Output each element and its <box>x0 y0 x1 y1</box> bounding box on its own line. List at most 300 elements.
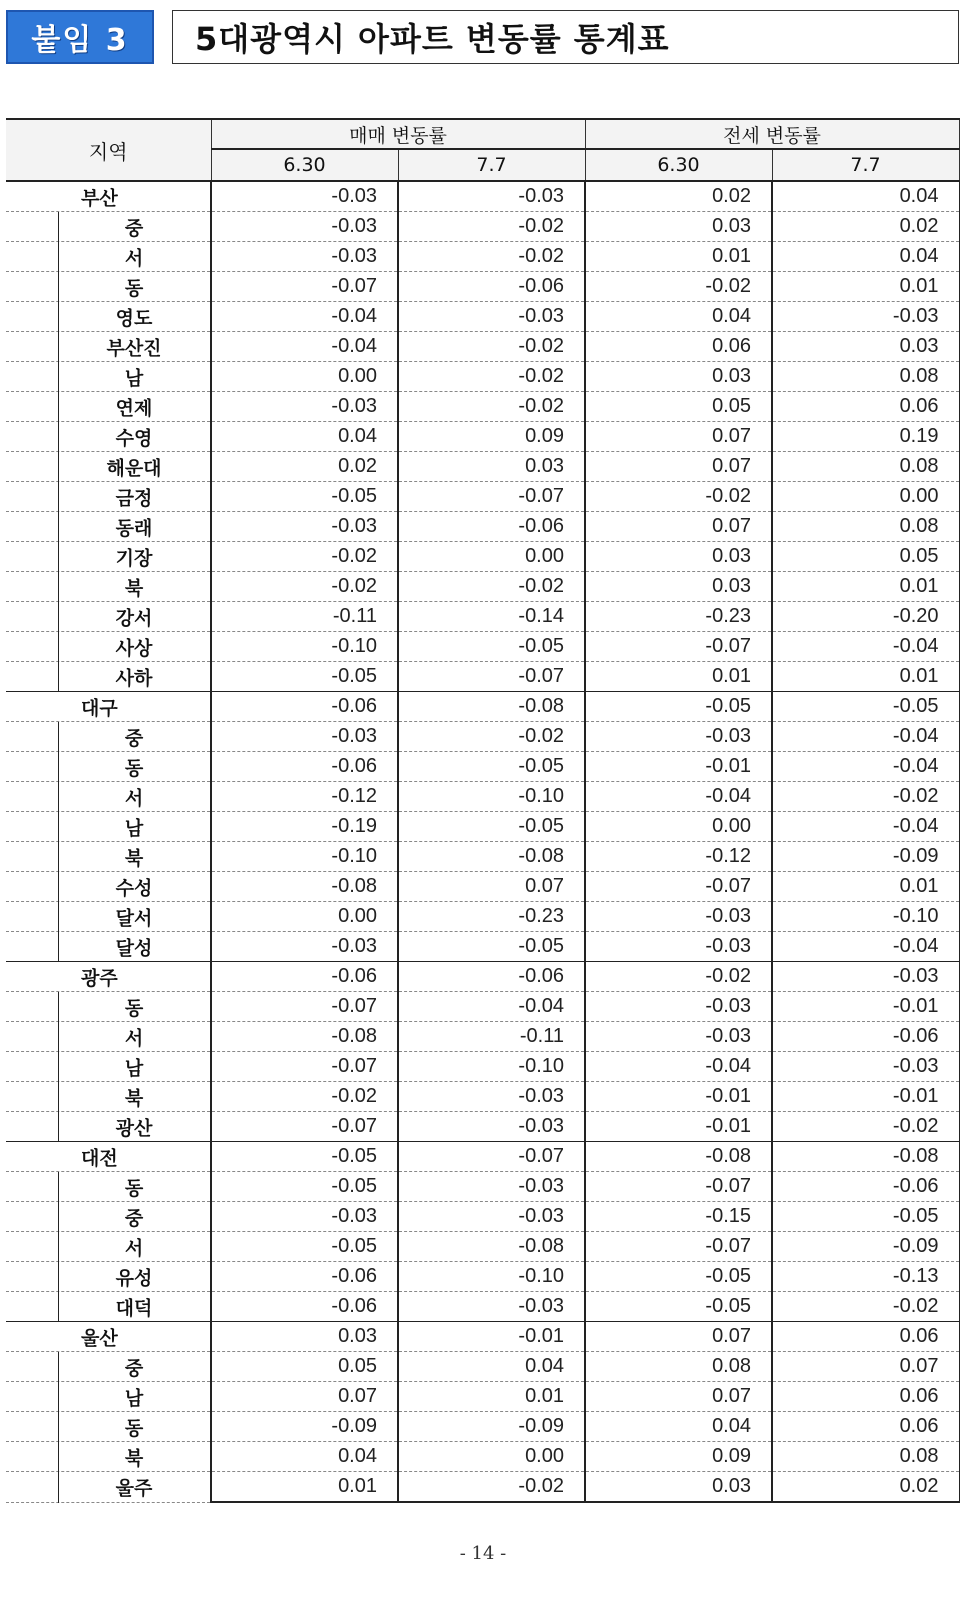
district-name: 광산 <box>115 1117 153 1139</box>
lease-77-cell: -0.02 <box>772 1112 959 1142</box>
district-name: 수성 <box>115 877 153 899</box>
region-cell <box>6 782 211 812</box>
sale-77-cell: -0.03 <box>398 1202 585 1232</box>
region-cell <box>6 542 211 572</box>
lease-630-cell: -0.12 <box>585 842 772 872</box>
lease-630-cell: 0.07 <box>585 452 772 482</box>
district-row <box>6 1472 959 1503</box>
sale-630-cell: 0.00 <box>211 362 398 392</box>
district-name: 동 <box>124 277 144 299</box>
district-row <box>6 272 959 302</box>
district-name: 북 <box>124 847 144 869</box>
lease-630-cell: 0.00 <box>585 812 772 842</box>
district-row <box>6 632 959 662</box>
region-cell <box>6 422 211 452</box>
sale-630-cell: -0.03 <box>211 932 398 962</box>
lease-77-cell: -0.01 <box>772 1082 959 1112</box>
district-name: 사하 <box>115 667 153 689</box>
sale-630-cell: -0.19 <box>211 812 398 842</box>
lease-77-cell: 0.02 <box>772 212 959 242</box>
district-row <box>6 1082 959 1112</box>
lease-630-cell: 0.06 <box>585 332 772 362</box>
lease-77-cell: -0.13 <box>772 1262 959 1292</box>
sale-630-cell: -0.10 <box>211 632 398 662</box>
sale-77-cell: -0.23 <box>398 902 585 932</box>
lease-630-cell: 0.09 <box>585 1442 772 1472</box>
district-name: 대덕 <box>115 1297 153 1319</box>
sale-77-cell: -0.03 <box>398 302 585 332</box>
district-name: 동 <box>124 757 144 779</box>
sale-77-cell: -0.02 <box>398 212 585 242</box>
sale-77-cell: -0.14 <box>398 602 585 632</box>
lease-77-cell: 0.04 <box>772 181 959 212</box>
sale-630-cell: -0.03 <box>211 242 398 272</box>
sale-630-cell: -0.06 <box>211 1292 398 1322</box>
lease-77-cell: 0.08 <box>772 452 959 482</box>
region-cell <box>6 992 211 1022</box>
region-cell <box>6 452 211 482</box>
district-name: 울주 <box>115 1477 153 1500</box>
region-cell <box>6 242 211 272</box>
district-name: 남 <box>124 1057 144 1079</box>
district-row <box>6 992 959 1022</box>
district-name: 동래 <box>115 517 153 539</box>
district-name: 기장 <box>115 547 153 569</box>
lease-77-cell: 0.04 <box>772 242 959 272</box>
lease-630-cell: 0.03 <box>585 212 772 242</box>
sale-630-cell: -0.02 <box>211 1082 398 1112</box>
district-row <box>6 602 959 632</box>
district-name: 중 <box>124 727 144 749</box>
lease-77-cell: -0.04 <box>772 752 959 782</box>
sale-77-cell: -0.05 <box>398 932 585 962</box>
lease-630-cell: -0.03 <box>585 722 772 752</box>
region-cell <box>6 332 211 362</box>
district-name: 중 <box>124 217 144 239</box>
district-row <box>6 1022 959 1052</box>
sale-630-cell: -0.08 <box>211 1022 398 1052</box>
district-name: 북 <box>124 577 144 599</box>
district-name: 서 <box>124 1027 144 1049</box>
region-cell <box>6 1172 211 1202</box>
region-cell <box>6 362 211 392</box>
lease-77-cell: -0.06 <box>772 1022 959 1052</box>
sale-630-cell: 0.07 <box>211 1382 398 1412</box>
lease-77-cell: -0.02 <box>772 782 959 812</box>
sale-77-cell: -0.05 <box>398 752 585 782</box>
sale-77-cell: -0.08 <box>398 1232 585 1262</box>
district-row <box>6 242 959 272</box>
district-name: 서 <box>124 787 144 809</box>
region-cell <box>6 212 211 242</box>
district-name: 남 <box>124 817 144 839</box>
lease-77-cell: 0.19 <box>772 422 959 452</box>
sale-630-cell: -0.05 <box>211 482 398 512</box>
sale-77-cell: -0.06 <box>398 272 585 302</box>
district-name: 금정 <box>115 487 153 509</box>
district-row <box>6 1172 959 1202</box>
lease-630-cell: -0.03 <box>585 1022 772 1052</box>
sale-630-cell: -0.04 <box>211 302 398 332</box>
sale-77-cell: -0.02 <box>398 572 585 602</box>
sale-630-cell: -0.06 <box>211 752 398 782</box>
district-name: 동 <box>124 1417 144 1439</box>
lease-77-cell: 0.01 <box>772 872 959 902</box>
sale-630-cell: -0.11 <box>211 602 398 632</box>
sale-77-cell: -0.08 <box>398 842 585 872</box>
district-row <box>6 1262 959 1292</box>
lease-630-cell: -0.04 <box>585 1052 772 1082</box>
sale-77-cell: 0.09 <box>398 422 585 452</box>
region-cell <box>6 572 211 602</box>
lease-77-cell: 0.06 <box>772 1382 959 1412</box>
sale-630-cell: -0.07 <box>211 1052 398 1082</box>
district-name: 북 <box>124 1447 144 1469</box>
district-row <box>6 212 959 242</box>
sale-630-cell: -0.06 <box>211 962 398 992</box>
lease-630-cell: 0.04 <box>585 302 772 332</box>
district-row <box>6 872 959 902</box>
lease-77-cell: 0.08 <box>772 512 959 542</box>
region-cell <box>6 1322 211 1352</box>
city-name: 대구 <box>81 697 118 719</box>
lease-77-cell: 0.07 <box>772 1352 959 1382</box>
region-cell <box>6 392 211 422</box>
district-row <box>6 662 959 692</box>
lease-77-cell: -0.03 <box>772 302 959 332</box>
district-row <box>6 392 959 422</box>
district-row <box>6 302 959 332</box>
sale-630-cell: -0.03 <box>211 722 398 752</box>
district-name: 서 <box>124 1237 144 1259</box>
region-cell <box>6 1382 211 1412</box>
region-cell <box>6 722 211 752</box>
lease-630-cell: 0.01 <box>585 242 772 272</box>
lease-630-cell: -0.07 <box>585 1172 772 1202</box>
lease-630-cell: 0.03 <box>585 362 772 392</box>
region-cell <box>6 632 211 662</box>
region-cell <box>6 272 211 302</box>
appendix-badge: 붙임 3 <box>6 10 154 64</box>
sale-630-cell: -0.04 <box>211 332 398 362</box>
sale-77-cell: -0.02 <box>398 242 585 272</box>
lease-630-cell: -0.07 <box>585 872 772 902</box>
apartment-change-rate-table <box>6 118 960 1503</box>
sale-77-cell: -0.06 <box>398 512 585 542</box>
lease-77-cell: -0.04 <box>772 722 959 752</box>
sale-630-cell: -0.02 <box>211 542 398 572</box>
lease-630-cell: -0.07 <box>585 632 772 662</box>
lease-77-cell: 0.03 <box>772 332 959 362</box>
region-cell <box>6 902 211 932</box>
lease-77-cell: 0.06 <box>772 1322 959 1352</box>
district-name: 수영 <box>115 427 153 449</box>
lease-77-cell: -0.01 <box>772 992 959 1022</box>
lease-77-cell: -0.09 <box>772 1232 959 1262</box>
lease-77-cell: -0.20 <box>772 602 959 632</box>
lease-77-cell: -0.02 <box>772 1292 959 1322</box>
page-title <box>172 10 959 64</box>
region-cell <box>6 1052 211 1082</box>
sale-630-cell: -0.03 <box>211 181 398 212</box>
district-name: 영도 <box>115 307 153 329</box>
sale-77-cell: -0.03 <box>398 1292 585 1322</box>
district-row <box>6 932 959 962</box>
city-name: 울산 <box>81 1327 118 1349</box>
sale-77-cell: 0.00 <box>398 1442 585 1472</box>
region-cell <box>6 962 211 992</box>
district-row <box>6 752 959 782</box>
sale-630-cell: 0.03 <box>211 1322 398 1352</box>
region-cell <box>6 1022 211 1052</box>
district-row <box>6 482 959 512</box>
region-cell <box>6 1352 211 1382</box>
lease-77-cell: -0.06 <box>772 1172 959 1202</box>
district-row <box>6 362 959 392</box>
lease-630-cell: -0.01 <box>585 1082 772 1112</box>
district-row <box>6 542 959 572</box>
city-row <box>6 1142 959 1172</box>
region-cell <box>6 812 211 842</box>
region-cell <box>6 1202 211 1232</box>
city-row <box>6 181 959 212</box>
district-row <box>6 1382 959 1412</box>
sale-630-cell: -0.06 <box>211 692 398 722</box>
lease-77-cell: -0.03 <box>772 1052 959 1082</box>
page-title-text: 5대광역시 아파트 변동률 통계표 <box>195 20 670 58</box>
district-name: 동 <box>124 997 144 1019</box>
sale-630-cell: 0.04 <box>211 1442 398 1472</box>
lease-630-cell: -0.05 <box>585 1292 772 1322</box>
lease-630-cell: 0.01 <box>585 662 772 692</box>
lease-630-cell: 0.03 <box>585 1472 772 1503</box>
district-name: 연제 <box>115 397 153 419</box>
district-row <box>6 722 959 752</box>
district-name: 북 <box>124 1087 144 1109</box>
sale-77-cell: -0.02 <box>398 332 585 362</box>
district-name: 달성 <box>115 937 153 959</box>
sale-630-cell: -0.10 <box>211 842 398 872</box>
sale-630-cell: -0.09 <box>211 1412 398 1442</box>
lease-630-cell: -0.03 <box>585 992 772 1022</box>
region-cell <box>6 602 211 632</box>
lease-630-cell: -0.04 <box>585 782 772 812</box>
district-name: 동 <box>124 1177 144 1199</box>
district-row <box>6 812 959 842</box>
region-cell <box>6 1232 211 1262</box>
lease-630-cell: 0.07 <box>585 1322 772 1352</box>
district-name: 사상 <box>115 637 153 659</box>
district-row <box>6 422 959 452</box>
district-row <box>6 332 959 362</box>
page-number: - 14 - <box>459 1543 507 1564</box>
district-row <box>6 1232 959 1262</box>
sale-77-cell: 0.03 <box>398 452 585 482</box>
city-name: 광주 <box>81 967 118 989</box>
lease-date-header-2: 7.7 <box>772 149 959 181</box>
sale-77-cell: 0.07 <box>398 872 585 902</box>
region-cell <box>6 1472 211 1503</box>
sale-77-cell: -0.11 <box>398 1022 585 1052</box>
sale-77-cell: 0.00 <box>398 542 585 572</box>
sale-630-cell: -0.05 <box>211 1172 398 1202</box>
lease-630-cell: -0.02 <box>585 962 772 992</box>
sale-630-cell: 0.05 <box>211 1352 398 1382</box>
lease-630-cell: -0.23 <box>585 602 772 632</box>
district-row <box>6 512 959 542</box>
sale-77-cell: -0.10 <box>398 1262 585 1292</box>
lease-77-cell: -0.10 <box>772 902 959 932</box>
region-cell <box>6 692 211 722</box>
sale-630-cell: -0.08 <box>211 872 398 902</box>
sale-77-cell: -0.03 <box>398 1112 585 1142</box>
lease-77-cell: 0.02 <box>772 1472 959 1503</box>
district-row <box>6 1412 959 1442</box>
district-row <box>6 1352 959 1382</box>
sale-77-cell: -0.05 <box>398 632 585 662</box>
lease-630-cell: -0.07 <box>585 1232 772 1262</box>
lease-630-cell: 0.05 <box>585 392 772 422</box>
sale-77-cell: -0.02 <box>398 362 585 392</box>
sale-77-cell: -0.01 <box>398 1322 585 1352</box>
lease-630-cell: 0.07 <box>585 1382 772 1412</box>
region-cell <box>6 181 211 212</box>
lease-77-cell: 0.01 <box>772 572 959 602</box>
lease-630-cell: 0.03 <box>585 542 772 572</box>
district-name: 중 <box>124 1357 144 1379</box>
region-cell <box>6 512 211 542</box>
lease-630-cell: -0.03 <box>585 932 772 962</box>
lease-630-cell: 0.07 <box>585 422 772 452</box>
district-row <box>6 782 959 812</box>
sale-77-cell: -0.02 <box>398 722 585 752</box>
region-cell <box>6 1412 211 1442</box>
sale-77-cell: -0.06 <box>398 962 585 992</box>
region-cell <box>6 662 211 692</box>
region-cell <box>6 1082 211 1112</box>
sale-77-cell: -0.09 <box>398 1412 585 1442</box>
table-body <box>6 181 959 1502</box>
sale-630-cell: -0.02 <box>211 572 398 602</box>
district-name: 강서 <box>115 607 153 629</box>
lease-630-cell: -0.15 <box>585 1202 772 1232</box>
sale-77-cell: -0.07 <box>398 482 585 512</box>
sale-77-cell: -0.07 <box>398 662 585 692</box>
sale-630-cell: 0.04 <box>211 422 398 452</box>
sale-date-header-1: 6.30 <box>211 149 398 181</box>
lease-77-cell: 0.06 <box>772 392 959 422</box>
sale-77-cell: -0.04 <box>398 992 585 1022</box>
sale-77-cell: -0.03 <box>398 181 585 212</box>
lease-77-cell: 0.08 <box>772 362 959 392</box>
sale-77-cell: -0.08 <box>398 692 585 722</box>
lease-change-header: 전세 변동률 <box>585 119 959 149</box>
lease-77-cell: -0.04 <box>772 932 959 962</box>
region-cell <box>6 1112 211 1142</box>
sale-630-cell: -0.05 <box>211 1232 398 1262</box>
sale-date-header-2: 7.7 <box>398 149 585 181</box>
region-cell <box>6 1142 211 1172</box>
lease-630-cell: -0.02 <box>585 272 772 302</box>
lease-77-cell: 0.00 <box>772 482 959 512</box>
sale-630-cell: -0.06 <box>211 1262 398 1292</box>
city-row <box>6 1322 959 1352</box>
district-row <box>6 842 959 872</box>
lease-77-cell: 0.08 <box>772 1442 959 1472</box>
district-name: 남 <box>124 367 144 389</box>
lease-630-cell: -0.01 <box>585 1112 772 1142</box>
sale-630-cell: -0.03 <box>211 1202 398 1232</box>
region-cell <box>6 932 211 962</box>
region-cell <box>6 1262 211 1292</box>
lease-630-cell: -0.05 <box>585 1262 772 1292</box>
sale-77-cell: 0.04 <box>398 1352 585 1382</box>
lease-630-cell: -0.08 <box>585 1142 772 1172</box>
district-name: 해운대 <box>106 457 162 479</box>
lease-630-cell: 0.07 <box>585 512 772 542</box>
lease-77-cell: -0.09 <box>772 842 959 872</box>
sale-630-cell: 0.02 <box>211 452 398 482</box>
sale-630-cell: -0.07 <box>211 1112 398 1142</box>
sale-630-cell: -0.03 <box>211 212 398 242</box>
lease-630-cell: 0.03 <box>585 572 772 602</box>
lease-630-cell: -0.05 <box>585 692 772 722</box>
region-cell <box>6 1442 211 1472</box>
district-row <box>6 1292 959 1322</box>
region-cell <box>6 1292 211 1322</box>
sale-77-cell: -0.03 <box>398 1082 585 1112</box>
district-row <box>6 1112 959 1142</box>
lease-77-cell: -0.03 <box>772 962 959 992</box>
district-name: 중 <box>124 1207 144 1229</box>
lease-77-cell: 0.01 <box>772 272 959 302</box>
district-row <box>6 1202 959 1232</box>
lease-630-cell: -0.03 <box>585 902 772 932</box>
lease-630-cell: 0.08 <box>585 1352 772 1382</box>
sale-change-header: 매매 변동률 <box>211 119 585 149</box>
sale-630-cell: -0.03 <box>211 512 398 542</box>
sale-630-cell: 0.00 <box>211 902 398 932</box>
sale-77-cell: -0.02 <box>398 392 585 422</box>
sale-630-cell: -0.12 <box>211 782 398 812</box>
district-row <box>6 452 959 482</box>
district-row <box>6 902 959 932</box>
city-name: 대전 <box>81 1147 118 1169</box>
sale-77-cell: -0.02 <box>398 1472 585 1503</box>
city-name: 부산 <box>81 187 118 209</box>
lease-77-cell: -0.05 <box>772 692 959 722</box>
sale-77-cell: -0.10 <box>398 1052 585 1082</box>
district-name: 서 <box>124 247 144 269</box>
region-cell <box>6 482 211 512</box>
district-row <box>6 1442 959 1472</box>
district-name: 달서 <box>115 907 153 929</box>
sale-77-cell: -0.07 <box>398 1142 585 1172</box>
sale-77-cell: -0.05 <box>398 812 585 842</box>
sale-77-cell: -0.10 <box>398 782 585 812</box>
sale-77-cell: -0.03 <box>398 1172 585 1202</box>
region-column-header: 지역 <box>6 119 211 181</box>
district-name: 남 <box>124 1387 144 1409</box>
district-name: 부산진 <box>106 337 162 359</box>
sale-630-cell: -0.07 <box>211 272 398 302</box>
lease-date-header-1: 6.30 <box>585 149 772 181</box>
lease-77-cell: -0.04 <box>772 812 959 842</box>
lease-77-cell: -0.08 <box>772 1142 959 1172</box>
sale-630-cell: -0.05 <box>211 662 398 692</box>
lease-630-cell: -0.01 <box>585 752 772 782</box>
district-row <box>6 1052 959 1082</box>
